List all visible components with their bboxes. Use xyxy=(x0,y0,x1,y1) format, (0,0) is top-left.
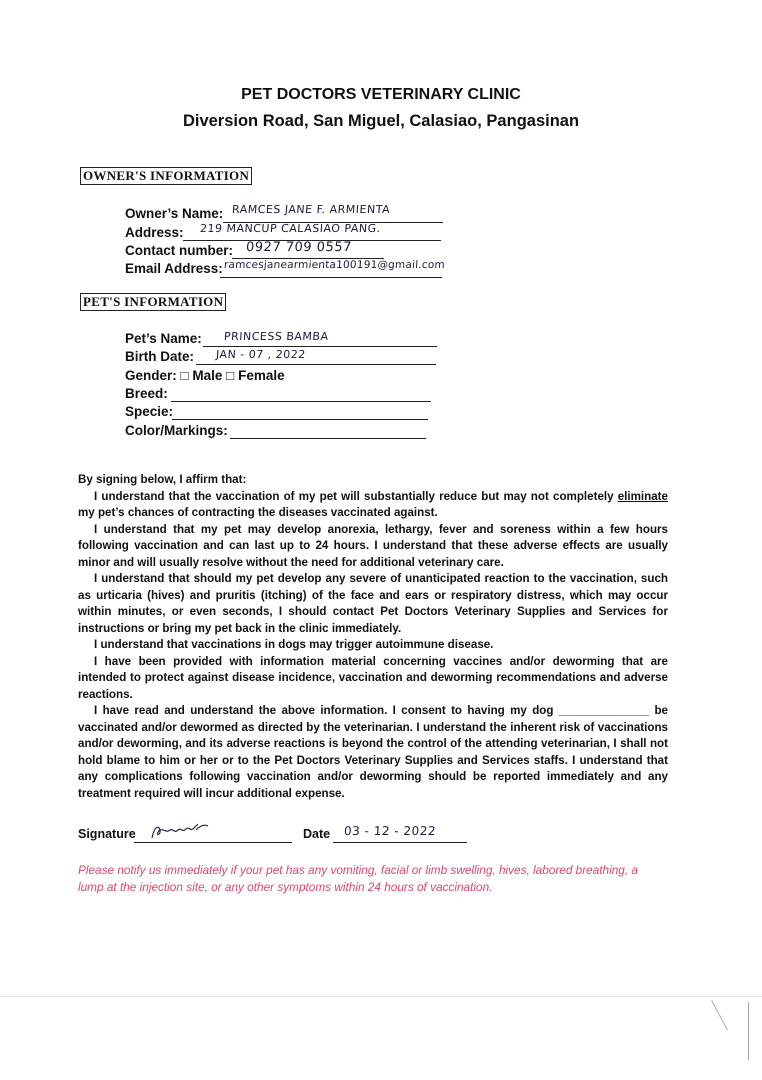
birth-date-label: Birth Date: xyxy=(125,349,195,364)
pet-section-heading: PET'S INFORMATION xyxy=(80,293,226,311)
consent-text xyxy=(78,472,668,802)
owner-name-value: RAMCES JANE F. ARMIENTA xyxy=(231,203,391,216)
birth-date-line xyxy=(196,364,436,365)
gender-field: Gender: □ Male □ Female xyxy=(125,368,285,383)
breed-label: Breed: xyxy=(125,386,168,401)
scan-edge-line xyxy=(0,996,762,997)
scan-mark xyxy=(748,1002,749,1060)
address-label: Address: xyxy=(125,225,184,240)
date-value: 03 - 12 - 2022 xyxy=(343,824,437,838)
breed-line xyxy=(171,401,431,402)
birth-date-value: JAN - 07 , 2022 xyxy=(215,348,307,361)
symptom-notice: Please notify us immediately if your pet has any vomiting, facial or limb swelling, hives, labored breathing, a lump at the injection site, or any other symptoms within 24 hours of vaccination. xyxy=(78,863,638,894)
email-value: ramcesjanearmienta100191@gmail.com xyxy=(223,259,446,271)
consent-paragraph-2: I understand that my pet may develop anorexia, lethargy, fever and soreness within a few hours following vaccination and can last up to 24 hours. I understand that these adverse effects are usually minor and will usually resolve without the need for additional veterinary care. xyxy=(78,522,668,569)
signature-label: Signature xyxy=(78,827,136,841)
address-value: 219 MANCUP CALASIAO PANG. xyxy=(199,222,382,235)
signature-line xyxy=(134,842,292,843)
contact-label: Contact number: xyxy=(125,243,233,258)
pet-name-value: PRINCESS BAMBA xyxy=(223,330,329,343)
pet-name-label: Pet’s Name: xyxy=(125,331,202,346)
clinic-address: Diversion Road, San Miguel, Calasiao, Pangasinan xyxy=(182,112,580,130)
owner-name-label: Owner’s Name: xyxy=(125,206,224,221)
consent-paragraph-6: I have read and understand the above information. I consent to having my dog ______________ be vaccinated and/or dewormed as directed by the veterinarian. I understand the inherent risk of vaccinations and/or deworming, and its adverse reactions is beyond the control of the attending veterinarian, I shall not hold blame to him or her or to the Pet Doctors Veterinary Supplies and Services staffs. I understand that any complications following vaccination and/or deworming should be reported immediately and any treatment required will incur additional expense. xyxy=(78,704,668,800)
date-line xyxy=(333,842,467,843)
specie-label: Specie: xyxy=(125,404,174,419)
handwritten-signature xyxy=(148,820,218,842)
consent-intro: By signing below, I affirm that: xyxy=(78,473,247,486)
consent-paragraph-4: I understand that vaccinations in dogs may trigger autoimmune disease. xyxy=(94,638,494,651)
consent-paragraph-5: I have been provided with information material concerning vaccines and/or deworming that are intended to protect against disease incidence, vaccination and deworming recommendations and adverse reactions. xyxy=(78,654,668,701)
consent-paragraph-3: I understand that should my pet develop any severe of unanticipated reaction to the vaccination, such as urticaria (hives) and pruritis (itching) of the face and ears or respiratory distress, which may occur within minutes, or even seconds, I should contact Pet Doctors Veterinary Supplies and Services for instructions or bring my pet back in the clinic immediately. xyxy=(78,572,668,635)
owner-section-heading: OWNER'S INFORMATION xyxy=(80,167,252,185)
color-markings-line xyxy=(230,438,426,439)
clinic-name: PET DOCTORS VETERINARY CLINIC xyxy=(241,86,521,103)
consent-paragraph-1: I understand that the vaccination of my pet will substantially reduce but may not completely eliminate my pet’s chances of contracting the diseases vaccinated against. xyxy=(78,489,668,519)
date-label: Date xyxy=(303,827,331,841)
color-markings-label: Color/Markings: xyxy=(125,423,228,438)
scan-mark xyxy=(711,1000,728,1030)
specie-line xyxy=(172,419,428,420)
email-label: Email Address: xyxy=(125,261,223,276)
contact-value: 0927 709 0557 xyxy=(245,240,353,255)
pet-name-line xyxy=(203,346,437,347)
email-line xyxy=(220,277,442,278)
